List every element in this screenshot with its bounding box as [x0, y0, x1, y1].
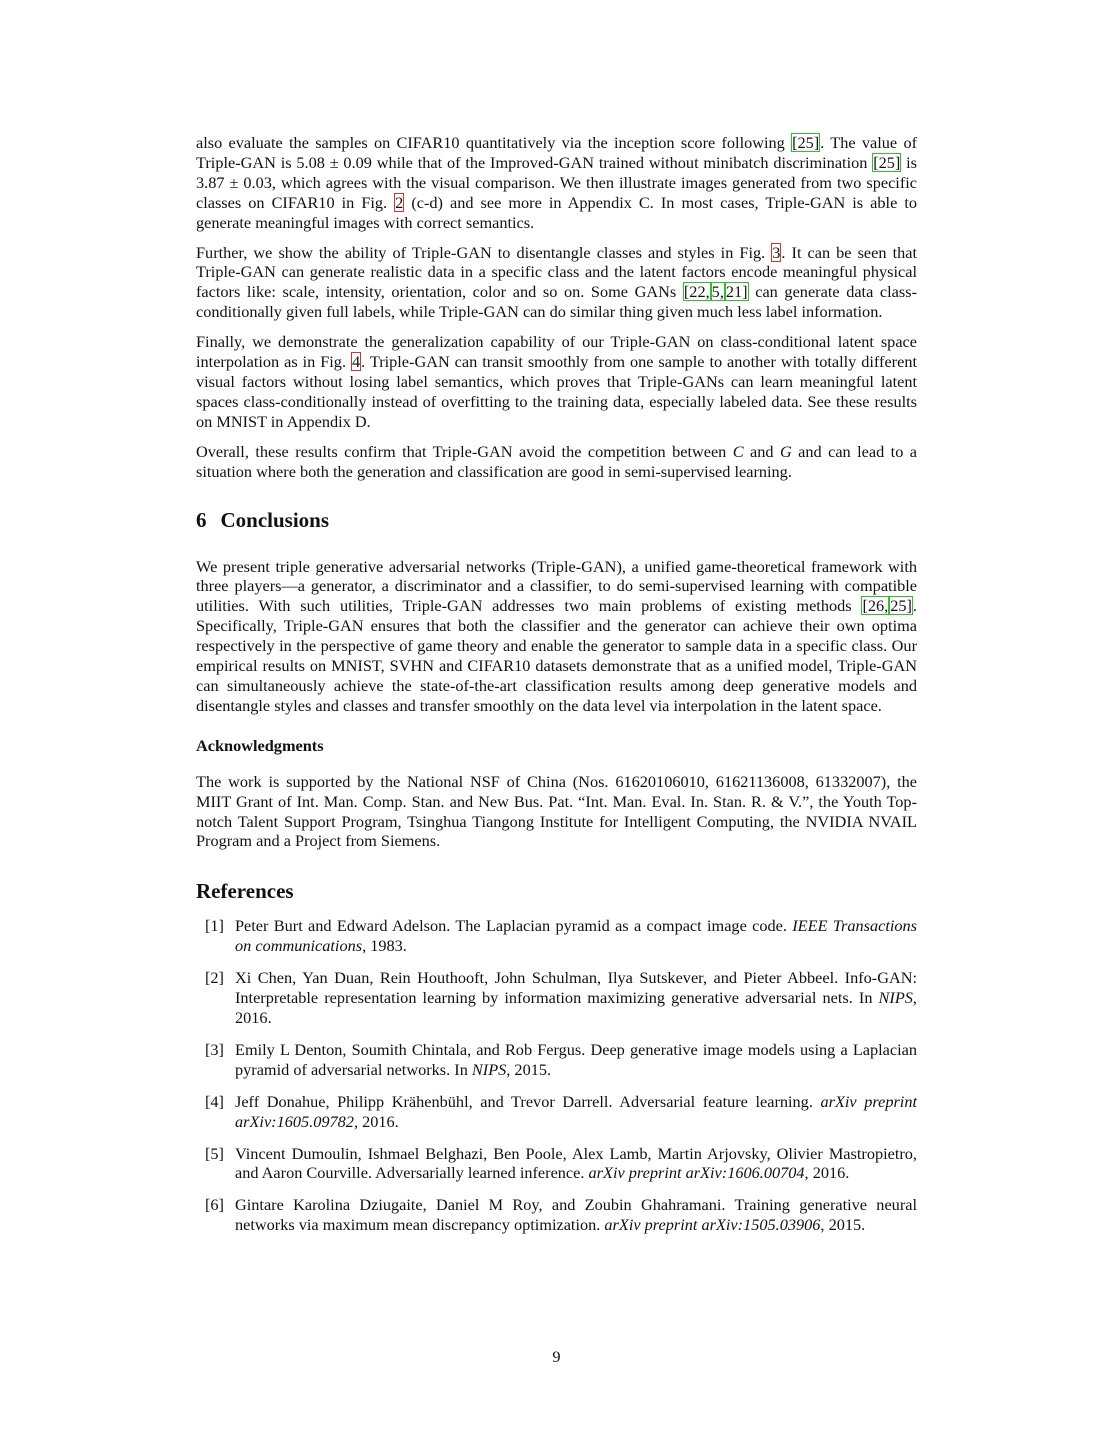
text: We present triple generative adversarial networks (Triple-GAN), a unified game-theoretical framework with three players—a generator, a discriminator and a classifier, to do semi-supervised learning with compatible utilities. With such utilities, Triple-GAN addresses two main problems of existing methods — [196, 556, 917, 616]
reference-number: [1] — [205, 916, 224, 936]
text: is 3.87 ± 0.03, which agrees with the visual comparison. We then illustrate images generated from two specific classes on CIFAR10 in Fig. — [196, 152, 917, 212]
reference-label — [196, 1195, 235, 1235]
section-number: 6 — [196, 507, 207, 532]
page-number: 9 — [552, 1347, 561, 1366]
figure-link[interactable]: 2 — [395, 192, 404, 212]
page-content — [196, 133, 917, 1247]
reference-number: [3] — [205, 1039, 224, 1059]
reference-item — [196, 1195, 917, 1235]
citation-link[interactable]: [25] — [873, 152, 901, 172]
reference-label — [196, 1092, 235, 1132]
text: also evaluate the samples on CIFAR10 quantitatively via the inception score following — [196, 133, 792, 152]
paragraph-cifar10-evaluation — [196, 133, 917, 233]
reference-text: Gintare Karolina Dziugaite, Daniel M Roy, and Zoubin Ghahramani. Training generative neural networks via maximum mean discrepancy optimization. — [235, 1195, 917, 1235]
section-title: Conclusions — [220, 507, 330, 532]
reference-body — [235, 1040, 917, 1080]
text: Further, we show the ability of Triple-GAN to disentangle classes and styles in Fig. — [196, 242, 772, 262]
references-heading: References — [196, 879, 294, 904]
reference-body — [235, 968, 917, 1028]
reference-number: [2] — [205, 968, 224, 988]
citation-link[interactable]: 21] — [725, 282, 748, 302]
paragraph-conclusions — [196, 557, 917, 716]
text: . It can be seen that Triple-GAN can generate realistic data in a specific class and the latent factors encode meaningful physical factors like: scale, intensity, orientation, color and so on. Some GANs — [196, 242, 917, 302]
reference-text: Peter Burt and Edward Adelson. The Laplacian pyramid as a compact image code. — [235, 916, 793, 936]
paragraph-acknowledgments: The work is supported by the National NSF of China (Nos. 61620106010, 61621136008, 61332007), the MIIT Grant of Int. Man. Comp. Stan. and New Bus. Pat. “Int. Man. Eval. In. Stan. R. & V.”, the Youth Top-notch Talent Support Program, Tsinghua Tiangong Institute for Intelligent Computing, the NVIDIA NVAIL Program and a Project from Siemens. — [196, 771, 917, 851]
reference-body — [235, 1195, 917, 1235]
text: Finally, we demonstrate the generalization capability of our Triple-GAN on class-conditional latent space interpolation as in Fig. — [196, 332, 917, 372]
text: and can lead to a situation where both the generation and classification are good in semi-supervised learning. — [196, 441, 917, 481]
paragraph-interpolation — [196, 332, 917, 432]
reference-year: , 2015. — [820, 1215, 866, 1235]
reference-year: , 2015. — [506, 1059, 552, 1079]
reference-text: Vincent Dumoulin, Ishmael Belghazi, Ben Poole, Alex Lamb, Martin Arjovsky, Olivier Mastropietro, and Aaron Courville. Adversarially learned inference. — [235, 1143, 917, 1183]
paragraph-disentangle — [196, 243, 917, 323]
math-symbol: G — [779, 441, 792, 461]
citation-link[interactable]: 25] — [890, 596, 912, 616]
reference-item — [196, 1092, 917, 1132]
reference-year: , 1983. — [362, 936, 407, 956]
text: and — [743, 441, 780, 461]
reference-label — [196, 1040, 235, 1080]
text: Overall, these results confirm that Triple-GAN avoid the competition between — [196, 441, 733, 461]
reference-list — [196, 916, 917, 1235]
reference-number: [4] — [205, 1091, 224, 1111]
reference-item — [196, 1144, 917, 1184]
figure-link[interactable]: 3 — [772, 242, 781, 262]
citation-link[interactable]: [25] — [792, 133, 820, 152]
citation-link[interactable]: 5, — [711, 282, 724, 302]
reference-number: [5] — [205, 1143, 224, 1163]
text: . Specifically, Triple-GAN ensures that both the classifier and the generator can achieve their own optima respectively in the perspective of game theory and enable the generator to sample data in a specific class. Our empirical results on MNIST, SVHN and CIFAR10 datasets demonstrate that as a unified model, Triple-GAN can simultaneously achieve the state-of-the-art classification results among deep generative models and disentangle styles and classes and transfer smoothly on the data level via interpolation in the latent space. — [196, 596, 917, 715]
reference-label — [196, 968, 235, 1028]
acknowledgments-heading: Acknowledgments — [196, 735, 324, 755]
text: can generate data class-conditionally given full labels, while Triple-GAN can do similar thing given much less label information. — [196, 282, 917, 322]
reference-number: [6] — [205, 1195, 224, 1215]
paragraph-overall — [196, 442, 917, 482]
reference-text: Emily L Denton, Soumith Chintala, and Rob Fergus. Deep generative image models using a Laplacian pyramid of adversarial networks. In — [235, 1039, 917, 1079]
math-symbol: C — [732, 441, 744, 461]
reference-body — [235, 916, 917, 956]
citation-link[interactable]: [26, — [862, 596, 889, 616]
reference-year: , 2016. — [804, 1163, 850, 1183]
reference-item — [196, 1040, 917, 1080]
text: . Triple-GAN can transit smoothly from one sample to another with totally different visual factors without losing label semantics, which proves that Triple-GANs can learn meaningful latent spaces class-conditionally instead of overfitting to the training data, especially labeled data. See these results on MNIST in Appendix D. — [196, 352, 917, 431]
reference-text: Jeff Donahue, Philipp Krähenbühl, and Trevor Darrell. Adversarial feature learning. — [235, 1091, 821, 1111]
reference-venue: arXiv preprint arXiv:1505.03906 — [604, 1215, 821, 1235]
reference-item — [196, 968, 917, 1028]
reference-year: , 2016. — [235, 988, 917, 1027]
figure-link[interactable]: 4 — [351, 352, 361, 372]
reference-item — [196, 916, 917, 956]
reference-body — [235, 1092, 917, 1132]
text: . The value of Triple-GAN is 5.08 ± 0.09 while that of the Improved-GAN trained without minibatch discrimination — [196, 133, 918, 172]
text: (c-d) and see more in Appendix C. In most cases, Triple-GAN is able to generate meaningful images with correct semantics. — [196, 192, 917, 232]
reference-venue: NIPS — [471, 1059, 507, 1079]
reference-year: , 2016. — [353, 1111, 399, 1131]
reference-venue: NIPS — [878, 988, 913, 1008]
reference-label — [196, 1144, 235, 1184]
reference-venue: IEEE Transactions on communications — [235, 916, 917, 956]
citation-link[interactable]: [22, — [683, 282, 710, 302]
reference-body — [235, 1144, 917, 1184]
reference-label — [196, 916, 235, 956]
section-heading-conclusions — [196, 508, 917, 533]
reference-text: Xi Chen, Yan Duan, Rein Houthooft, John Schulman, Ilya Sutskever, and Pieter Abbeel. Info-GAN: Interpretable representation learning by information maximizing generative adversarial nets. In — [235, 968, 917, 1008]
reference-venue: arXiv preprint arXiv:1605.09782 — [235, 1091, 917, 1131]
reference-venue: arXiv preprint arXiv:1606.00704 — [588, 1163, 805, 1183]
